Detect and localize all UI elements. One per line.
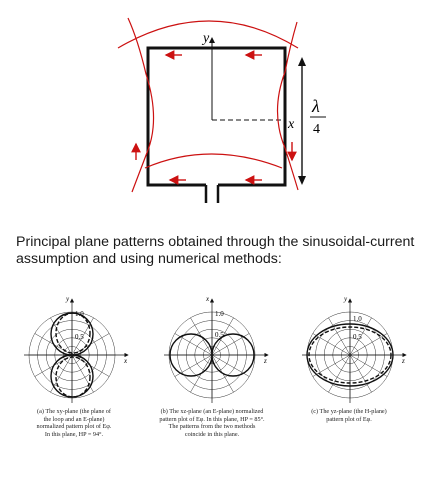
- caption-b-line-1: (b) The xz-plane (an E-plane) normalized: [160, 408, 264, 415]
- caption-c-line-2: pattern plot of Eφ.: [326, 415, 372, 423]
- section-heading: [16, 234, 416, 268]
- x-axis-label: x: [288, 117, 295, 132]
- current-curve-bottom: [145, 154, 282, 168]
- caption-b-line-2: pattern plot of Eφ. In this plane, HP = 85°.: [159, 415, 265, 423]
- polar-plot-b: [164, 295, 268, 403]
- loop-conductor: [148, 48, 285, 185]
- caption-b-line-3: The patterns from the two methods: [168, 423, 256, 431]
- ring-label-1: 1.0: [353, 315, 362, 323]
- caption-a-line-1: (a) The xy-plane (the plane of: [37, 408, 111, 415]
- axis-label-horizontal: z: [402, 357, 405, 365]
- axis-label-horizontal: x: [124, 357, 128, 365]
- caption-b-line-4: coincide in this plane.: [184, 430, 240, 438]
- caption-a-line-2: the loop and an E-plane): [43, 415, 105, 423]
- axis-label-horizontal: z: [264, 357, 267, 365]
- ring-label-05: 0.5: [75, 333, 84, 341]
- ring-label-05: 0.5: [215, 331, 224, 339]
- caption-a-line-4: In this plane, HP = 94°.: [44, 430, 104, 438]
- axis-label-vertical: x: [206, 295, 210, 303]
- heading-line-2: assumption and using numerical methods:: [16, 251, 282, 267]
- ring-label-05: 0.5: [353, 333, 362, 341]
- caption-c: [290, 408, 408, 423]
- axis-label-vertical: y: [344, 295, 348, 303]
- caption-b: [148, 408, 276, 438]
- square-loop-diagram: [118, 18, 326, 203]
- four-label: 4: [313, 122, 320, 137]
- lambda-label: λ: [312, 96, 320, 116]
- ring-label-1: 1.0: [75, 310, 84, 318]
- polar-plot-a: [24, 295, 128, 403]
- caption-a-line-3: normalized pattern plot of Eφ.: [36, 423, 112, 431]
- polar-plot-c: [302, 295, 406, 403]
- heading-line-1: Principal plane patterns obtained through the sinusoidal-current: [16, 234, 415, 250]
- caption-c-line-1: (c) The yz-plane (the H-plane): [311, 408, 387, 415]
- y-axis-label: y: [203, 31, 210, 46]
- caption-a: [10, 408, 138, 438]
- ring-label-1: 1.0: [215, 310, 224, 318]
- axis-label-vertical: y: [66, 295, 70, 303]
